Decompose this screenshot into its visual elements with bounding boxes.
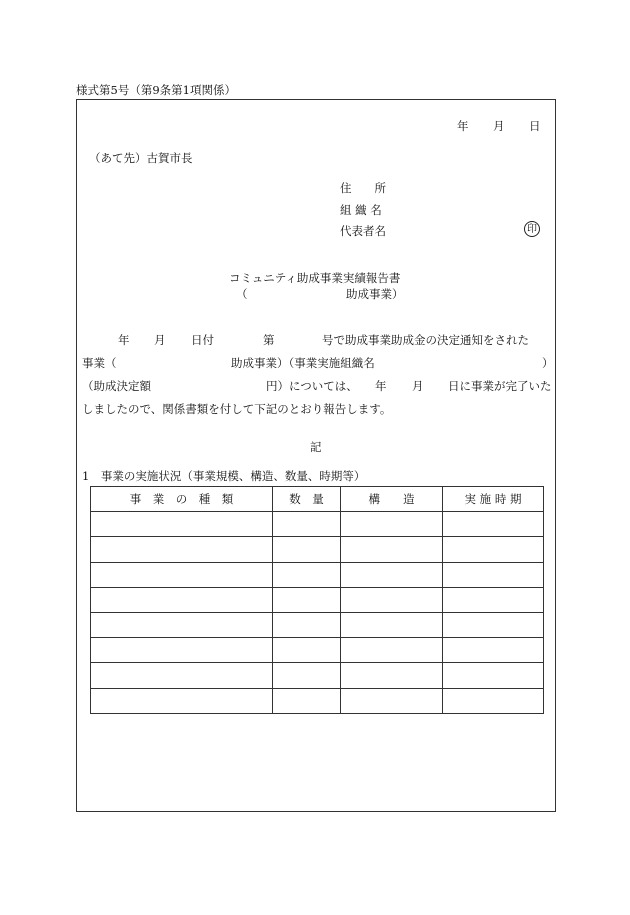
table-row xyxy=(91,688,544,713)
table-row xyxy=(91,537,544,562)
table-row xyxy=(91,638,544,663)
body-line1-rest: 号で助成事業助成金の決定通知をされた xyxy=(322,333,529,347)
header-type: 事 業 の 種 類 xyxy=(91,487,273,512)
table-cell[interactable] xyxy=(341,537,443,562)
seal-mark: 印 xyxy=(524,221,540,237)
body-line2-start: 事業（ xyxy=(82,356,117,370)
body-year: 年 xyxy=(118,333,130,347)
table-cell[interactable] xyxy=(91,537,273,562)
table-cell[interactable] xyxy=(443,663,544,688)
table-cell[interactable] xyxy=(273,612,341,637)
table-cell[interactable] xyxy=(443,562,544,587)
table-cell[interactable] xyxy=(273,663,341,688)
table-cell[interactable] xyxy=(341,512,443,537)
table-cell[interactable] xyxy=(91,512,273,537)
body-line4: しましたので、関係書類を付して下記のとおり報告します。 xyxy=(82,402,392,416)
table-cell[interactable] xyxy=(91,638,273,663)
table-row xyxy=(91,587,544,612)
body-month: 月 xyxy=(154,333,166,347)
ki-heading: 記 xyxy=(310,440,322,454)
activity-table xyxy=(90,486,544,714)
table-cell[interactable] xyxy=(341,638,443,663)
body-line2-close: ） xyxy=(542,356,554,370)
table-row xyxy=(91,612,544,637)
table-cell[interactable] xyxy=(443,587,544,612)
table-cell[interactable] xyxy=(273,587,341,612)
table-cell[interactable] xyxy=(273,638,341,663)
date-month: 月 xyxy=(493,119,505,133)
table-cell[interactable] xyxy=(91,688,273,713)
table-cell[interactable] xyxy=(341,663,443,688)
table-cell[interactable] xyxy=(273,512,341,537)
table-cell[interactable] xyxy=(443,512,544,537)
table-cell[interactable] xyxy=(443,537,544,562)
table-cell[interactable] xyxy=(91,562,273,587)
table-cell[interactable] xyxy=(443,688,544,713)
table-cell[interactable] xyxy=(443,612,544,637)
date-year: 年 xyxy=(457,119,469,133)
section-1-heading: 1 事業の実施状況（事業規模、構造、数量、時期等） xyxy=(82,469,366,483)
body-line3-month: 月 xyxy=(412,379,424,393)
table-cell[interactable] xyxy=(273,688,341,713)
body-line2-mid: 助成事業）（事業実施組織名 xyxy=(231,356,375,370)
body-dai: 第 xyxy=(263,333,275,347)
table-cell[interactable] xyxy=(341,612,443,637)
body-line3-rest: 日に事業が完了いた xyxy=(448,379,552,393)
table-cell[interactable] xyxy=(341,688,443,713)
label-address: 住 所 xyxy=(340,181,386,195)
body-line3-year: 年 xyxy=(375,379,387,393)
header-quantity: 数 量 xyxy=(273,487,341,512)
form-id: 様式第5号（第9条第1項関係） xyxy=(76,83,236,97)
table-cell[interactable] xyxy=(91,612,273,637)
date-day: 日 xyxy=(529,119,541,133)
body-day: 日付 xyxy=(191,333,214,347)
table-cell[interactable] xyxy=(273,562,341,587)
table-row xyxy=(91,663,544,688)
subtitle-open-paren: （ xyxy=(236,287,248,301)
table-cell[interactable] xyxy=(341,587,443,612)
document-title: コミュニティ助成事業実績報告書 xyxy=(229,271,401,285)
table-cell[interactable] xyxy=(443,638,544,663)
header-structure: 構 造 xyxy=(341,487,443,512)
table-cell[interactable] xyxy=(273,537,341,562)
header-period: 実 施 時 期 xyxy=(443,487,544,512)
body-line3-start: （助成決定額 xyxy=(82,379,151,393)
table-row xyxy=(91,512,544,537)
label-representative: 代表者名 xyxy=(340,224,386,238)
addressee: （あて先）古賀市長 xyxy=(89,151,193,165)
label-organization: 組 織 名 xyxy=(340,203,382,217)
table-cell[interactable] xyxy=(91,663,273,688)
table-cell[interactable] xyxy=(341,562,443,587)
table-header-row xyxy=(91,487,544,512)
body-line3-yen: 円）については、 xyxy=(266,379,358,393)
table-cell[interactable] xyxy=(91,587,273,612)
table-row xyxy=(91,562,544,587)
subtitle-label: 助成事業） xyxy=(346,287,404,301)
